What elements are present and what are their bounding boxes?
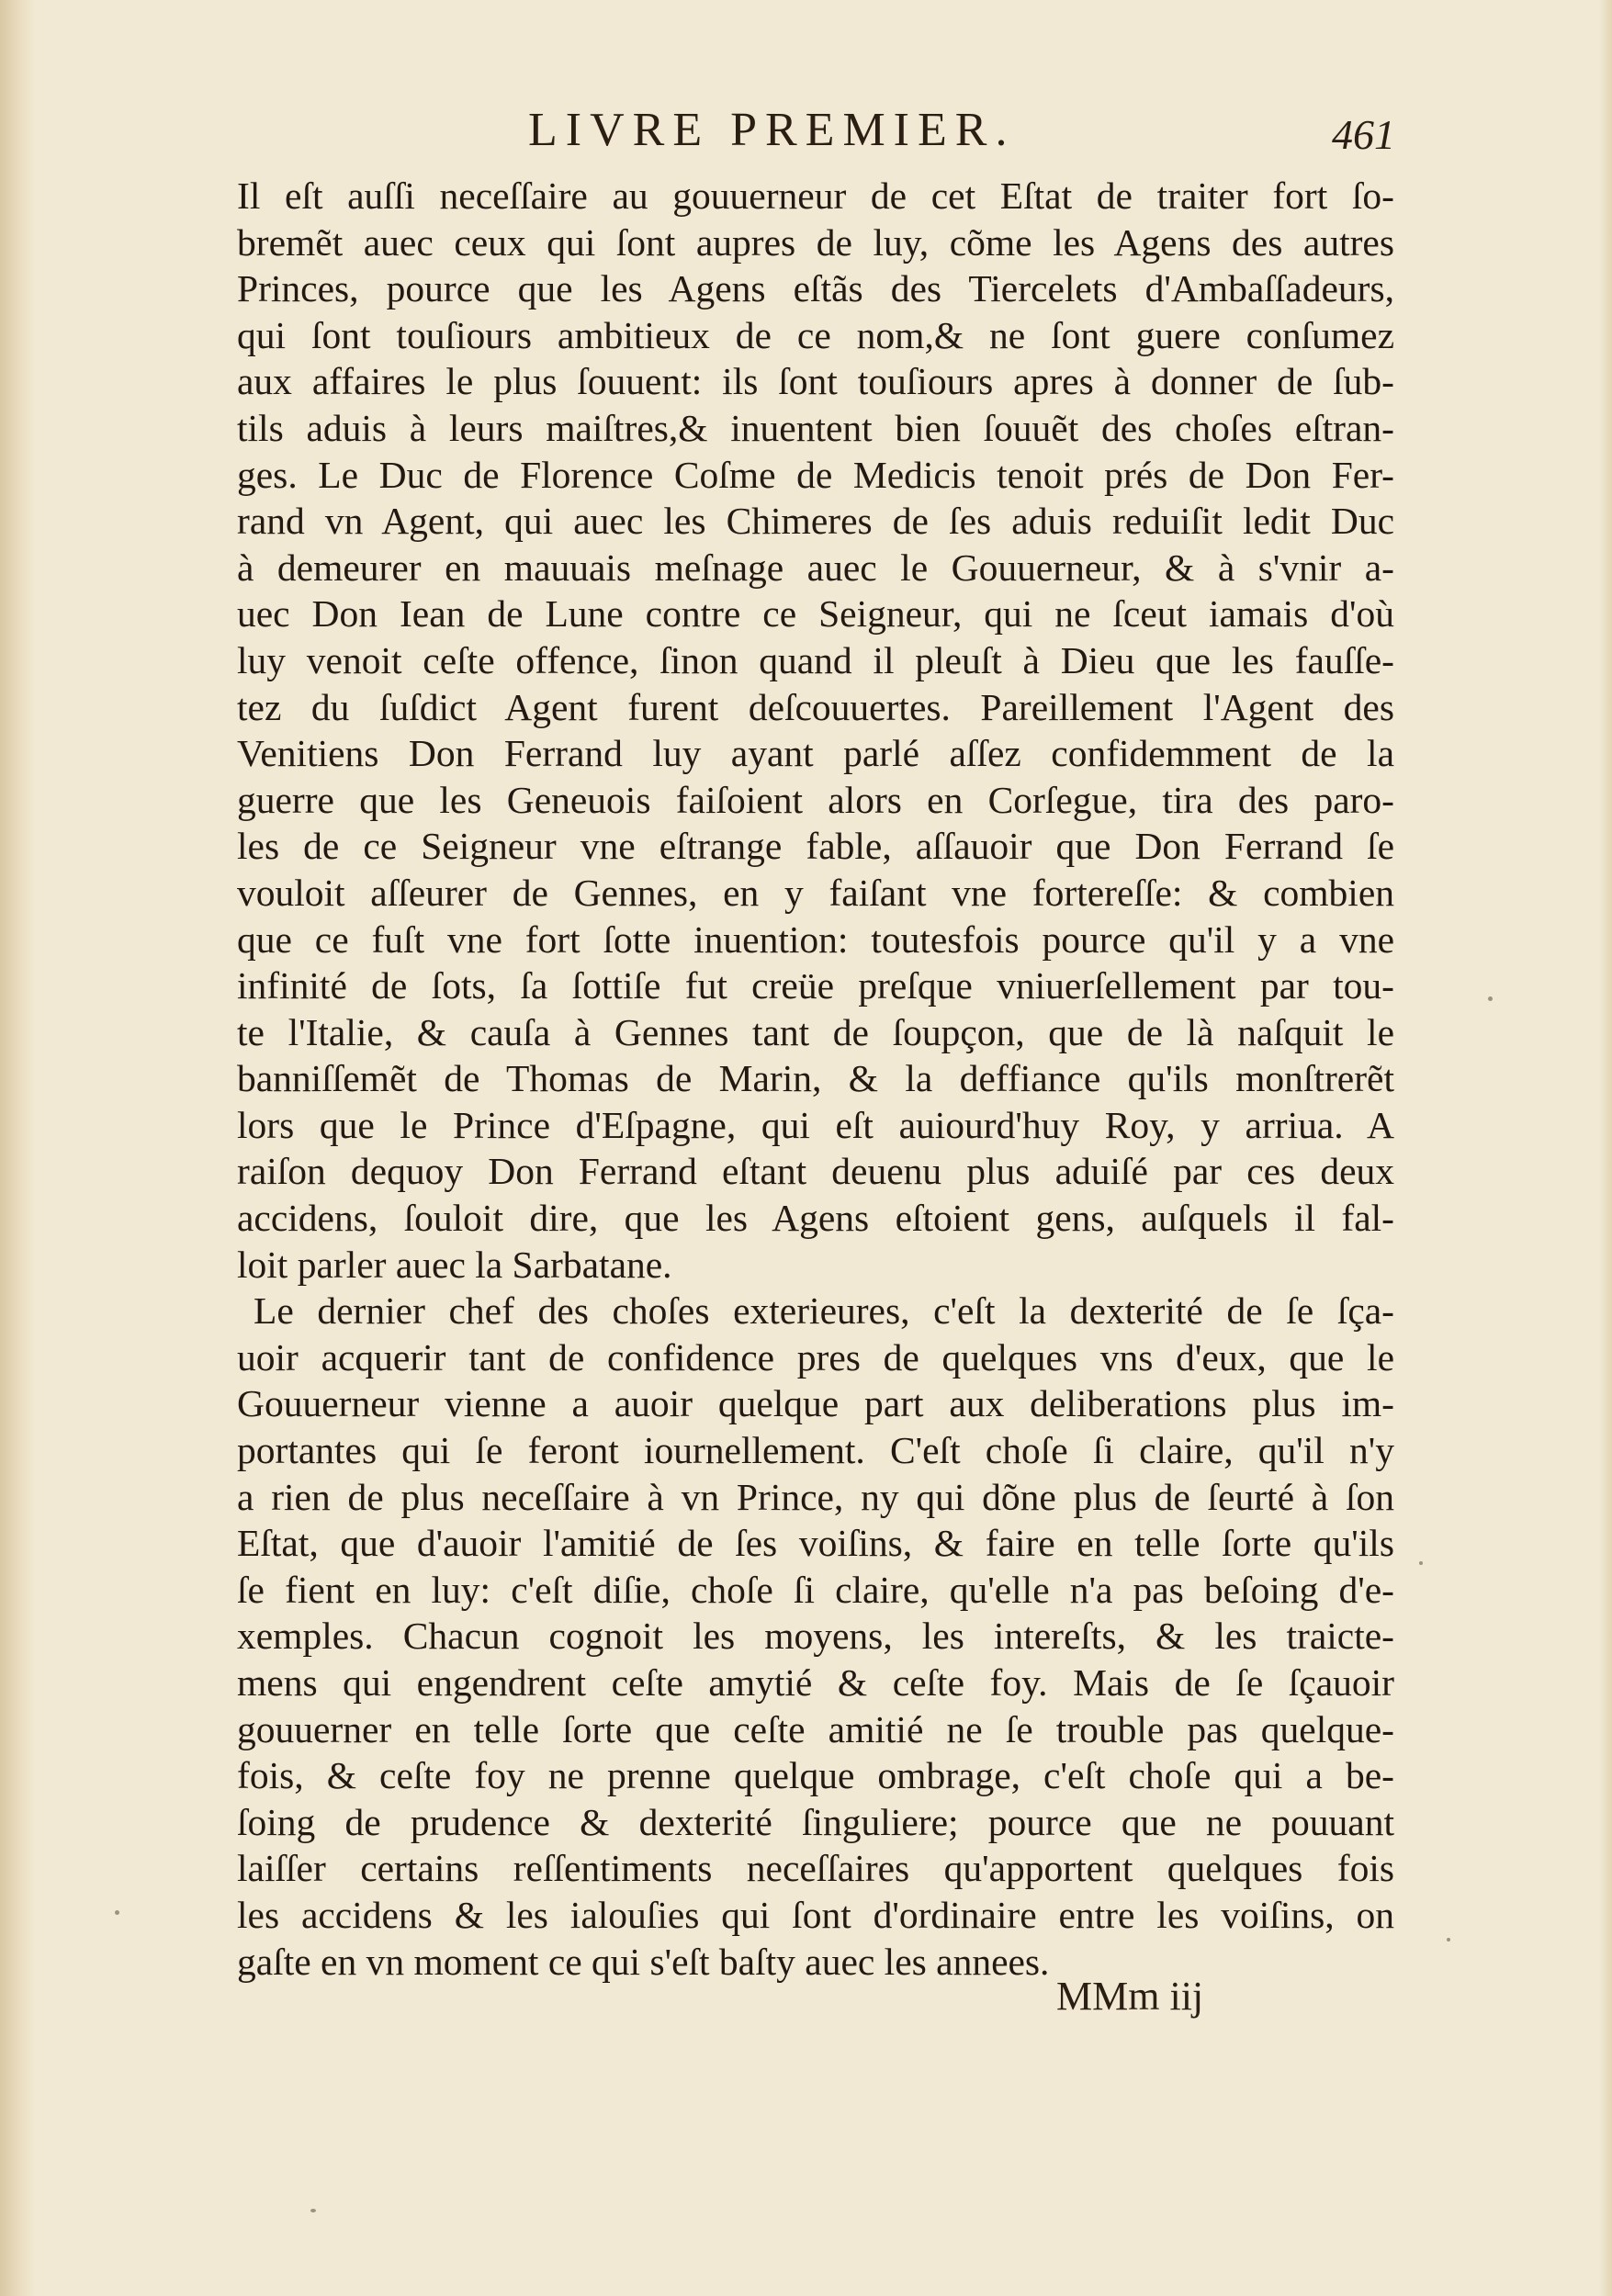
paragraph-start-line: Le dernier chef des choſes exterieures, c'eſt la dexterité de ſe ſça- [254, 1289, 1394, 1333]
text-line: bremẽt auec ceux qui ſont aupres de luy, cõme les Agens des autres [237, 220, 1394, 264]
text-line: xemples. Chacun cognoit les moyens, les intereſts, & les traicte- [237, 1615, 1394, 1658]
text-line: vouloit aſſeurer de Gennes, en y faiſant vne forterеſſe: & combien [237, 871, 1394, 914]
ink-speck [1419, 1561, 1423, 1565]
text-line: tils aduis à leurs maiſtres,& inuentent bien ſouuẽt des choſes eſtran- [237, 406, 1394, 449]
text-line: mens qui engendrent ceſte amytié & ceſte foy. Mais de ſe ſçauoir [237, 1661, 1394, 1704]
text-line: que ce fuſt vne fort ſotte inuention: toutesfois pource qu'il y a vne [237, 917, 1394, 961]
text-line: tez du ſuſdict Agent furent deſcouuertes. Pareillement l'Agent des [237, 685, 1394, 728]
signature-mark: MMm iij [1056, 1974, 1204, 2019]
text-line: a rien de plus neceſſaire à vn Prince, ny qui dõne plus de ſeurté à ſon [237, 1475, 1394, 1518]
text-line: raiſon dequoy Don Ferrand eſtant deuenu plus aduiſé par ces deux [237, 1150, 1394, 1193]
ink-speck [115, 1910, 119, 1915]
ink-speck [1447, 1938, 1450, 1941]
text-line: lors que le Prince d'Eſpagne, qui eſt auiourd'huy Roy, y arriua. A [237, 1103, 1394, 1146]
text-line: portantes qui ſe feront iournellement. C'eſt choſe ſi claire, qu'il n'y [237, 1429, 1394, 1472]
text-line: les de ce Seigneur vne eſtrange fable, aſſauoir que Don Ferrand ſe [237, 825, 1394, 868]
page-edge-shadow [1599, 0, 1612, 2296]
text-line: les accidens & les ialouſies qui ſont d'ordinaire entre les voiſins, on [237, 1893, 1394, 1936]
text-line: uec Don Iean de Lune contre ce Seigneur, qui ne ſceut iamais d'où [237, 592, 1394, 636]
text-line: guerre que les Geneuois faiſoient alors en Corſegue, tira des paro- [237, 778, 1394, 821]
text-line: ſe fient en luy: c'eſt diſie, choſe ſi claire, qu'elle n'a pas beſoing d'e- [237, 1568, 1394, 1611]
text-line: ſoing de prudence & dexterité ſinguliere; pource que ne pouuant [237, 1800, 1394, 1843]
text-line: Venitiens Don Ferrand luy ayant parlé aſſez confidemment de la [237, 732, 1394, 775]
text-line: Eſtat, que d'auoir l'amitié de ſes voiſins, & faire en telle ſorte qu'ils [237, 1522, 1394, 1565]
body-text [237, 173, 1394, 1985]
text-line: Gouuerneur vienne a auoir quelque part aux deliberations plus im- [237, 1382, 1394, 1425]
ink-speck [1488, 996, 1493, 1001]
text-line: te l'Italie, & cauſa à Gennes tant de ſoupçon, que de là naſquit le [237, 1010, 1394, 1053]
page-gutter-shadow [0, 0, 35, 2296]
page-number: 461 [1332, 111, 1395, 158]
running-head: LIVRE PREMIER. [528, 104, 1016, 156]
text-line: gouuerner en telle ſorte que ceſte amitié ne ſe trouble pas quelque- [237, 1707, 1394, 1750]
text-line: accidens, ſouloit dire, que les Agens eſtoient gens, auſquels il fal- [237, 1197, 1394, 1240]
paragraph-end-line: loit parler auec la Sarbatane. [237, 1243, 672, 1286]
text-line: à demeurer en mauuais meſnage auec le Gouuerneur, & à s'vnir a- [237, 546, 1394, 589]
text-line: Princes, pource que les Agens eſtãs des Tiercelets d'Ambaſſadeurs, [237, 267, 1394, 310]
text-line: qui ſont touſiours ambitieux de ce nom,& ne ſont guere conſumez [237, 313, 1394, 356]
text-line: aux affaires le plus ſouuent: ils ſont touſiours apres à donner de ſub- [237, 360, 1394, 403]
text-line: luy venoit ceſte offence, ſinon quand il pleuſt à Dieu que les fauſſe- [237, 638, 1394, 681]
text-line: fois, & ceſte foy ne prenne quelque ombrage, c'eſt choſe qui a be- [237, 1754, 1394, 1797]
text-line: ges. Le Duc de Florence Coſme de Medicis tenoit prés de Don Fer- [237, 453, 1394, 496]
ink-speck [310, 2209, 316, 2212]
text-line: Il eſt auſſi neceſſaire au gouuerneur de cet Eſtat de traiter fort ſo- [237, 174, 1394, 217]
text-line: infinité de ſots, ſa ſottiſe fut creüe preſque vniuerſellement par tou- [237, 964, 1394, 1007]
text-line: laiſſer certains reſſentiments neceſſaires qu'apportent quelques fois [237, 1847, 1394, 1890]
text-line: uoir acquerir tant de confidence pres de quelques vns d'eux, que le [237, 1335, 1394, 1379]
text-line: rand vn Agent, qui auec les Chimeres de ſes aduis reduiſit ledit Duc [237, 500, 1394, 543]
text-line: banniſſemẽt de Thomas de Marin, & la deffiance qu'ils monſtrerẽt [237, 1057, 1394, 1100]
paragraph-end-line: gaſte en vn moment ce qui s'eſt baſty auec les annees. [237, 1940, 1050, 1983]
